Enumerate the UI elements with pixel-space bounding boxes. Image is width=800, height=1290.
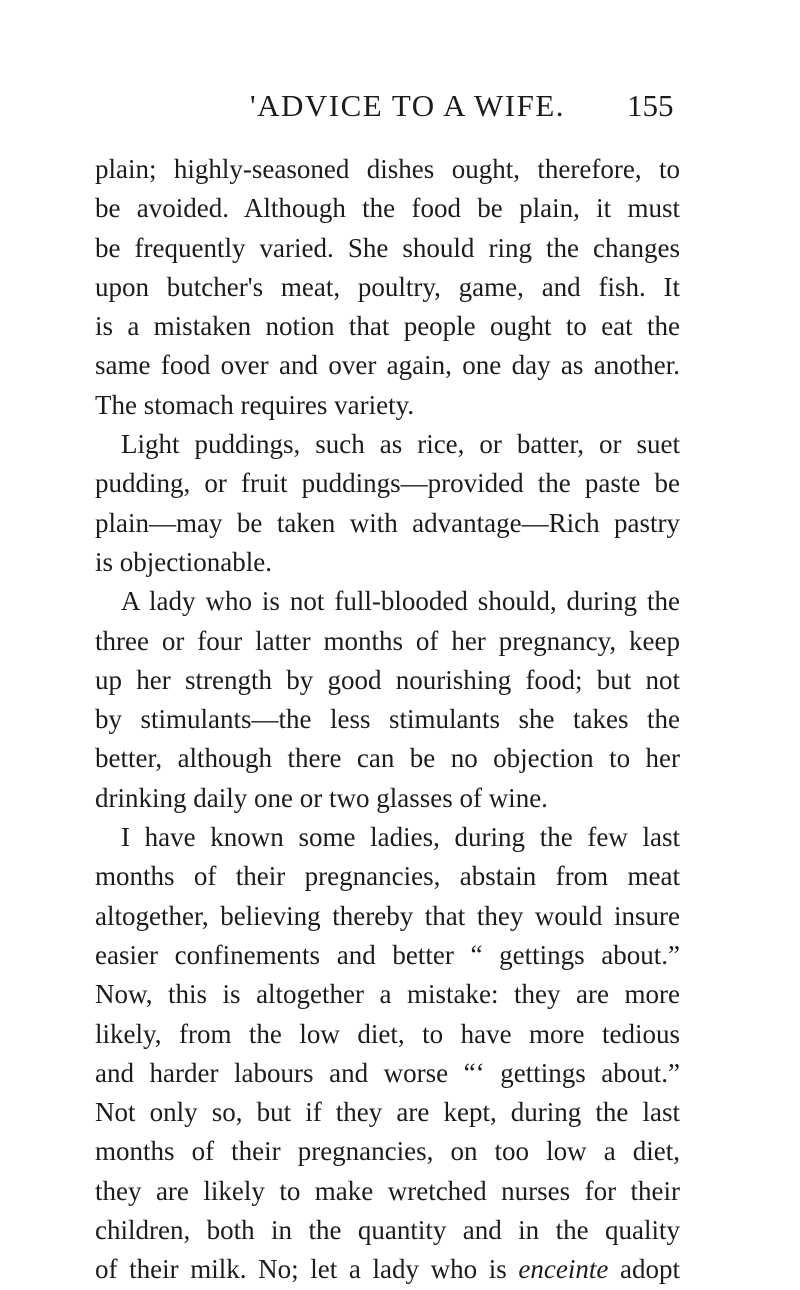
final-line-end: adopt [620, 1254, 681, 1285]
text-line: children, both in the quantity and in the quality [95, 1215, 680, 1246]
text-line: months of their pregnancies, on too low a diet, [95, 1136, 680, 1167]
text-line: upon butcher's meat, poultry, game, and fish. It [95, 271, 680, 302]
text-line: Now, this is altogether a mistake: they are more [95, 979, 680, 1010]
text-line: altogether, believing thereby that they would insure [95, 900, 680, 931]
text-line-final [95, 1250, 680, 1289]
text-line: drinking daily one or two glasses of wine. [95, 782, 548, 813]
text-line: be frequently varied. She should ring the changes [95, 232, 680, 263]
text-line: months of their pregnancies, abstain from meat [95, 861, 680, 892]
text-line: is a mistaken notion that people ought to eat the [95, 311, 680, 342]
text-line: pudding, or fruit puddings—provided the paste be [95, 468, 680, 499]
text-line: three or four latter months of her pregnancy, keep [95, 625, 680, 656]
text-line: The stomach requires variety. [95, 389, 415, 420]
text-line: Light puddings, such as rice, or batter, or suet [121, 429, 680, 460]
text-line: by stimulants—the less stimulants she takes the [95, 704, 680, 735]
body-text [95, 150, 680, 1290]
text-line: plain; highly-seasoned dishes ought, therefore, to [95, 154, 680, 184]
text-line: same food over and over again, one day as another. [95, 350, 680, 381]
text-line: up her strength by good nourishing food; but not [95, 664, 680, 695]
text-line: I have known some ladies, during the few last [121, 822, 680, 853]
text-line: they are likely to make wretched nurses for their [95, 1175, 680, 1206]
running-title: 'ADVICE TO A WIFE. [250, 88, 566, 123]
text-line: likely, from the low diet, to have more tedious [95, 1018, 680, 1049]
text-line: be avoided. Although the food be plain, it must [95, 193, 680, 224]
text-line: easier confinements and better “ gettings about.” [95, 939, 680, 970]
running-head [0, 88, 800, 128]
text-line: Not only so, but if they are kept, during the last [95, 1097, 680, 1128]
text-line: A lady who is not full-blooded should, during the [121, 586, 680, 617]
final-line-start: of their milk. No; let a lady who is [95, 1254, 507, 1285]
text-line: plain—may be taken with advantage—Rich pastry [95, 507, 680, 538]
text-line: better, although there can be no objection to her [95, 743, 680, 774]
italic-word: enceinte [518, 1254, 609, 1285]
page-number: 155 [627, 88, 674, 123]
text-line: and harder labours and worse “‘ gettings about.” [95, 1057, 680, 1088]
text-line: is objectionable. [95, 546, 272, 577]
